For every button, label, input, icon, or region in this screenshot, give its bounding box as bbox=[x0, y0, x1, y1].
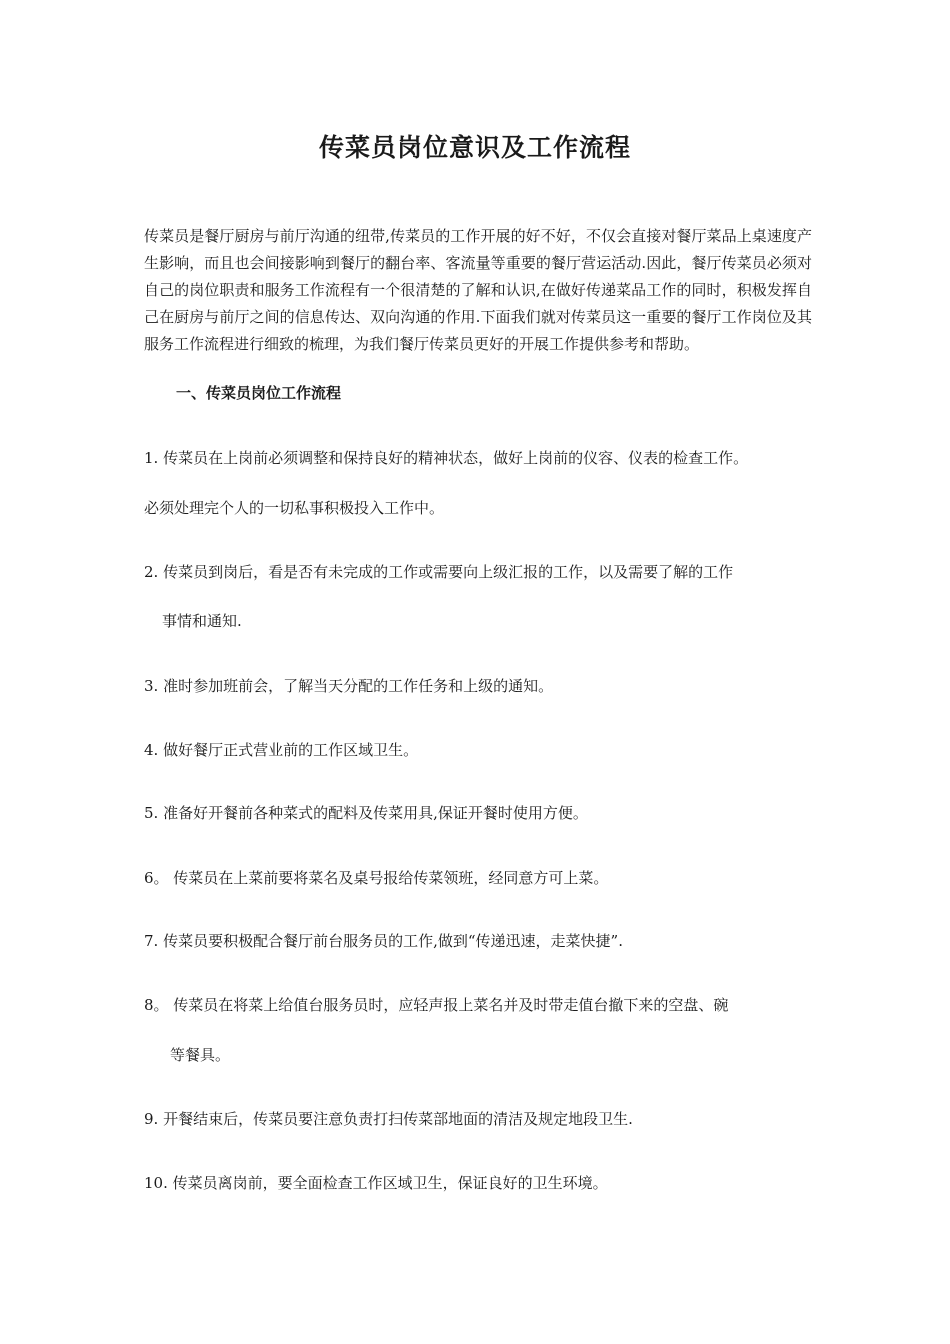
list-item: 必须处理完个人的一切私事积极投入工作中。 bbox=[144, 499, 445, 517]
list-item: 9. 开餐结束后，传菜员要注意负责打扫传菜部地面的清洁及规定地段卫生. bbox=[144, 1110, 633, 1128]
list-item: 2. 传菜员到岗后，看是否有未完成的工作或需要向上级汇报的工作，以及需要了解的工作 bbox=[144, 563, 734, 581]
list-item: 8。 传菜员在将菜上给值台服务员时，应轻声报上菜名并及时带走值台撤下来的空盘、碗 bbox=[144, 996, 729, 1014]
intro-paragraph: 传菜员是餐厅厨房与前厅沟通的纽带,传菜员的工作开展的好不好，不仅会直接对餐厅菜品上桌速度产生影响，而且也会间接影响到餐厅的翻台率、客流量等重要的餐厅营运活动.因此，餐厅传菜员必须对自己的岗位职责和服务工作流程有一个很清楚的了解和认识,在做好传递菜品工作的同时，积极发挥自己在厨房与前厅之间的信息传达、双向沟通的作用.下面我们就对传菜员这一重要的餐厅工作岗位及其服务工作流程进行细致的梳理，为我们餐厅传菜员更好的开展工作提供参考和帮助。 bbox=[144, 227, 812, 353]
list-item: 3. 准时参加班前会，了解当天分配的工作任务和上级的通知。 bbox=[144, 677, 554, 695]
list-item: 6。 传菜员在上菜前要将菜名及桌号报给传菜领班，经同意方可上菜。 bbox=[144, 869, 609, 887]
list-item: 事情和通知. bbox=[162, 612, 242, 630]
document-title: 传菜员岗位意识及工作流程 bbox=[318, 133, 631, 162]
list-item: 4. 做好餐厅正式营业前的工作区域卫生。 bbox=[144, 741, 419, 759]
list-item: 1. 传菜员在上岗前必须调整和保持良好的精神状态，做好上岗前的仪容、仪表的检查工作。 bbox=[144, 449, 749, 467]
list-item: 10. 传菜员离岗前，要全面检查工作区域卫生，保证良好的卫生环境。 bbox=[144, 1174, 608, 1192]
section-heading: 一、传菜员岗位工作流程 bbox=[176, 384, 342, 402]
list-item: 5. 准备好开餐前各种菜式的配料及传菜用具,保证开餐时使用方便。 bbox=[144, 804, 588, 822]
list-item: 等餐具。 bbox=[170, 1046, 231, 1064]
list-item: 7. 传菜员要积极配合餐厅前台服务员的工作,做到“传递迅速，走菜快捷”. bbox=[144, 932, 623, 950]
